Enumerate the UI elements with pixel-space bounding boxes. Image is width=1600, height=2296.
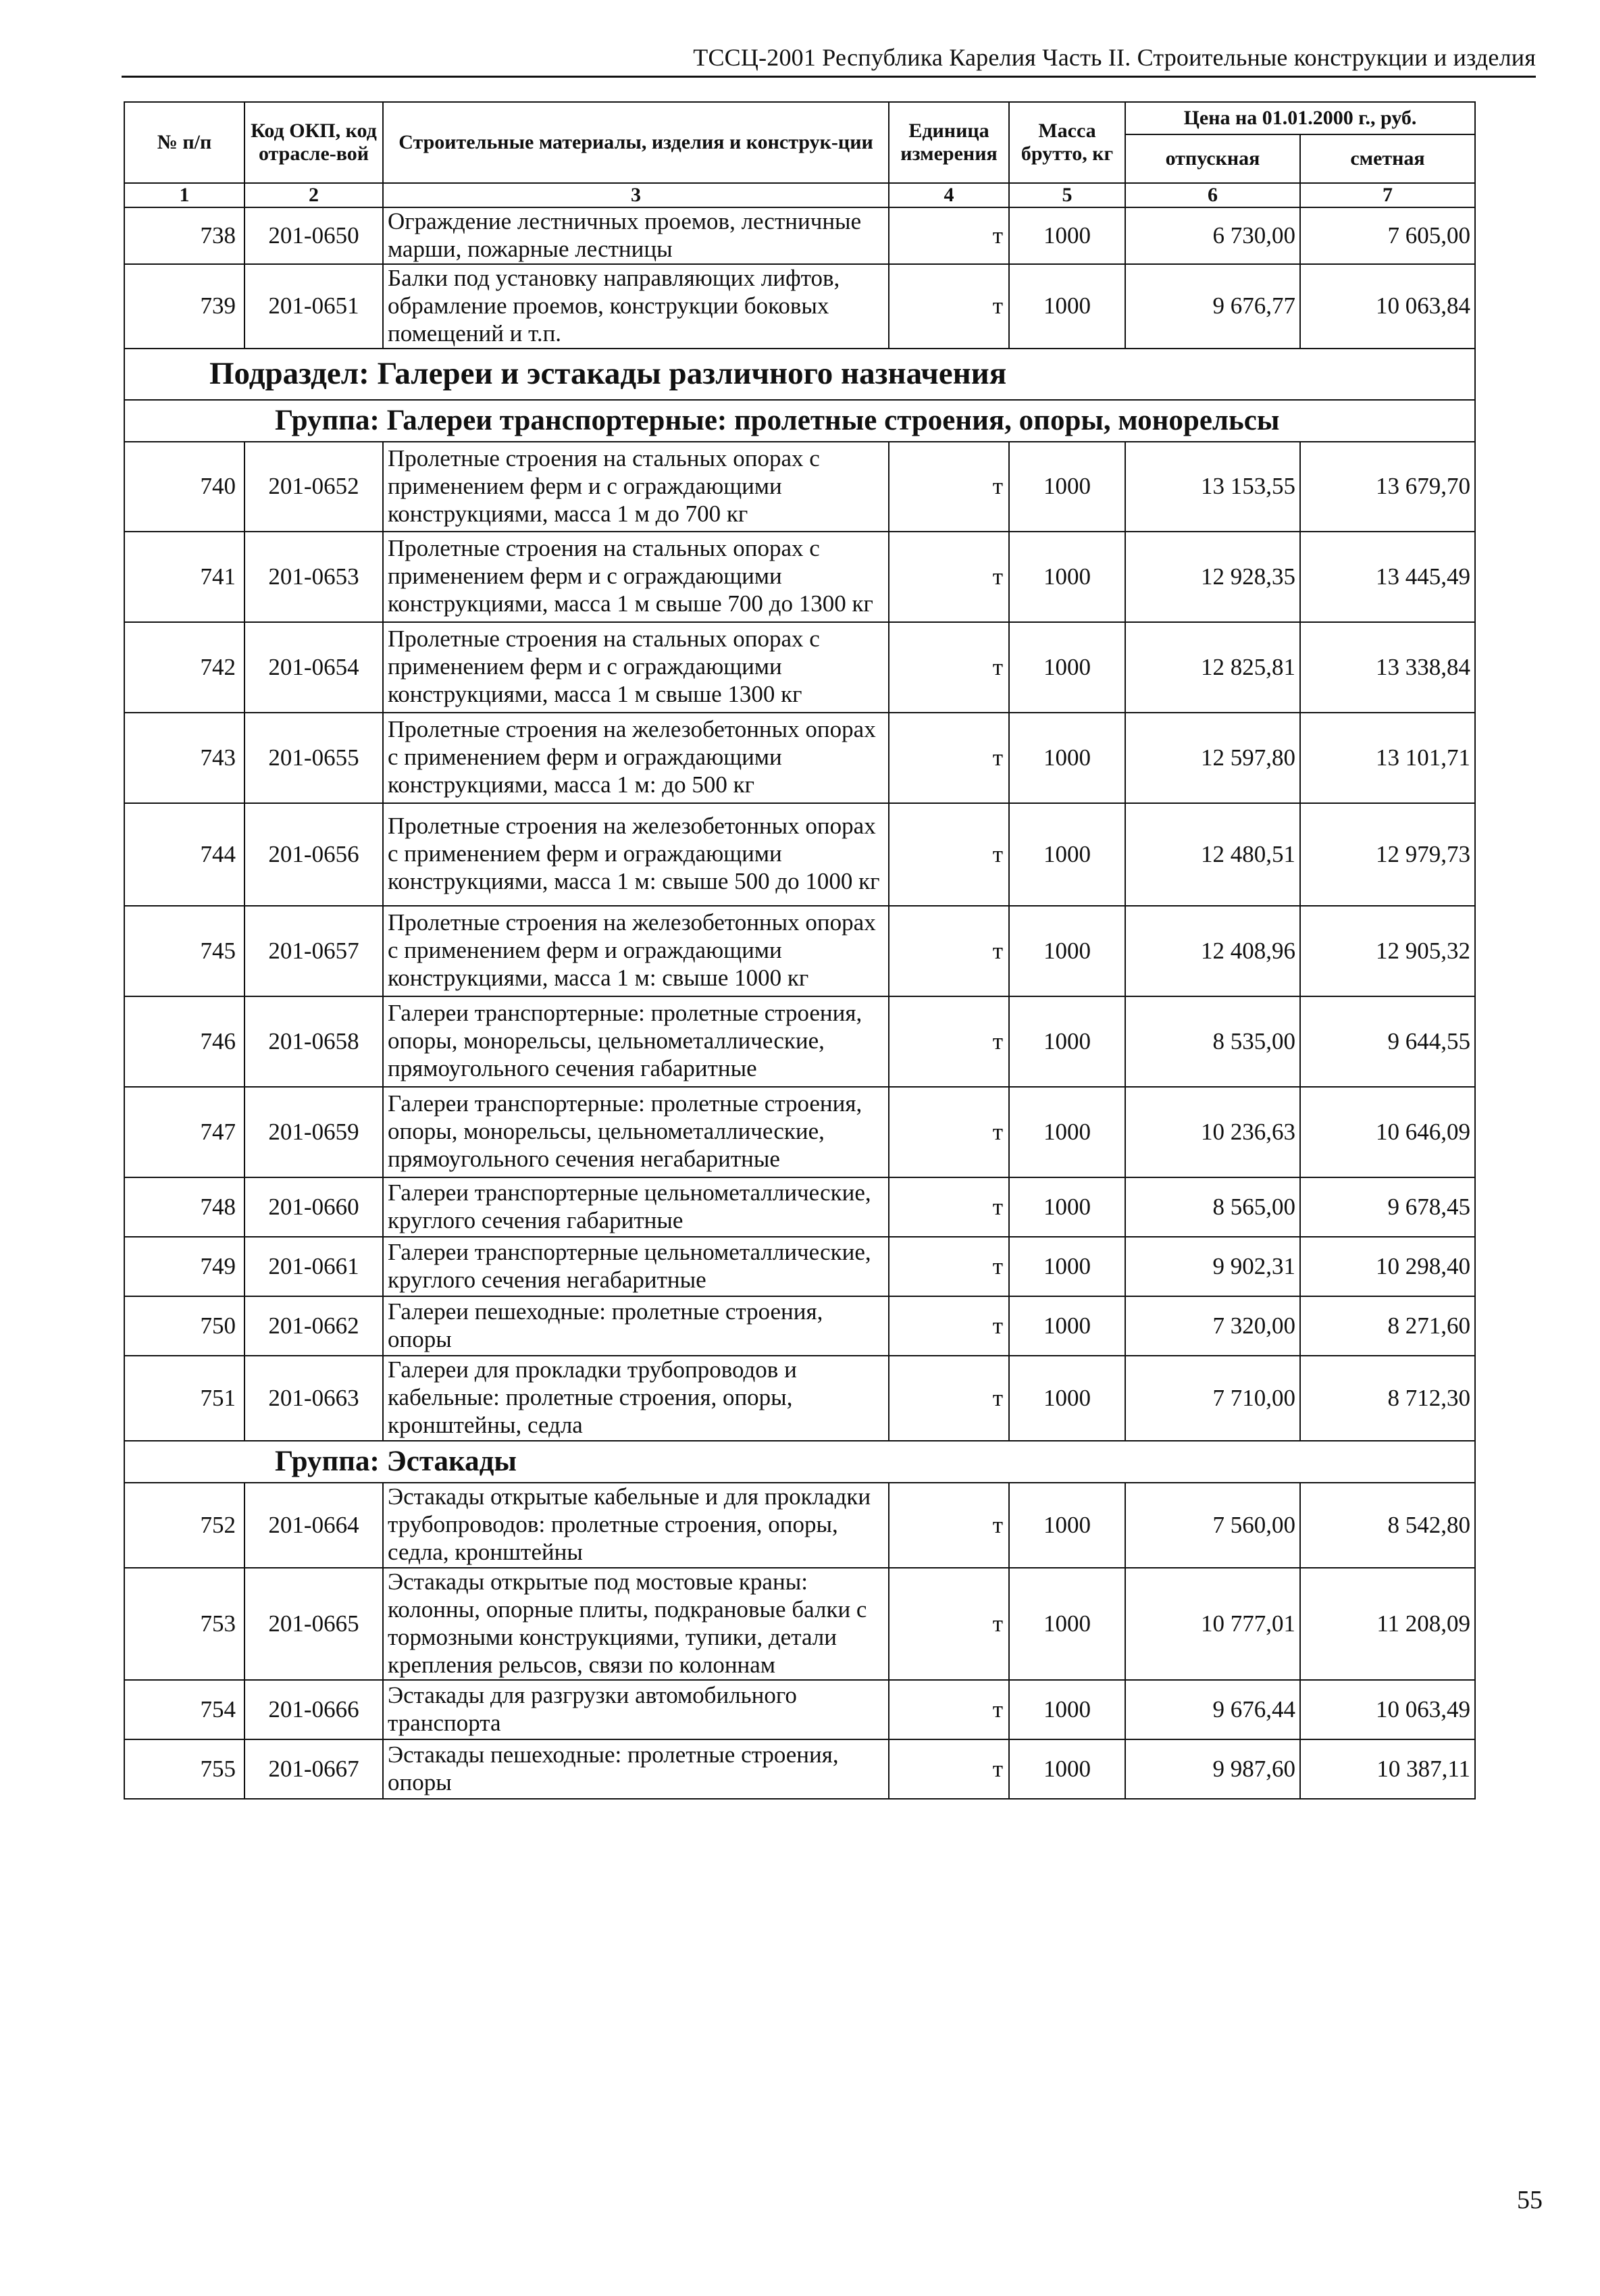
gross-mass: 1000 xyxy=(1009,1177,1125,1237)
table-row xyxy=(124,803,1475,906)
price-estimate: 11 208,09 xyxy=(1300,1568,1475,1680)
col-header-material: Строительные материалы, изделия и конструк-ции xyxy=(383,102,889,183)
table-row xyxy=(124,906,1475,996)
gross-mass: 1000 xyxy=(1009,996,1125,1087)
table-row xyxy=(124,1296,1475,1356)
price-release: 8 565,00 xyxy=(1125,1177,1300,1237)
table-row xyxy=(124,1237,1475,1296)
price-estimate: 13 445,49 xyxy=(1300,532,1475,622)
material-code: 201-0656 xyxy=(244,803,383,906)
price-release: 8 535,00 xyxy=(1125,996,1300,1087)
gross-mass: 1000 xyxy=(1009,906,1125,996)
row-number: 754 xyxy=(124,1680,244,1739)
price-release: 7 560,00 xyxy=(1125,1483,1300,1568)
row-number: 739 xyxy=(124,264,244,349)
unit-of-measure: т xyxy=(889,996,1009,1087)
material-code: 201-0660 xyxy=(244,1177,383,1237)
column-number: 3 xyxy=(383,183,889,207)
table-row xyxy=(124,713,1475,803)
row-number: 741 xyxy=(124,532,244,622)
price-release: 9 987,60 xyxy=(1125,1739,1300,1799)
material-code: 201-0666 xyxy=(244,1680,383,1739)
row-number: 746 xyxy=(124,996,244,1087)
unit-of-measure: т xyxy=(889,906,1009,996)
unit-of-measure: т xyxy=(889,1296,1009,1356)
material-code: 201-0652 xyxy=(244,442,383,532)
group2-block xyxy=(124,1441,1475,1483)
column-number: 1 xyxy=(124,183,244,207)
row-number: 743 xyxy=(124,713,244,803)
row-number: 744 xyxy=(124,803,244,906)
row-number: 752 xyxy=(124,1483,244,1568)
gross-mass: 1000 xyxy=(1009,1680,1125,1739)
price-release: 12 408,96 xyxy=(1125,906,1300,996)
price-estimate: 12 979,73 xyxy=(1300,803,1475,906)
material-code: 201-0661 xyxy=(244,1237,383,1296)
price-estimate: 10 063,49 xyxy=(1300,1680,1475,1739)
price-release: 7 320,00 xyxy=(1125,1296,1300,1356)
col-header-price-estimate: сметная xyxy=(1300,134,1475,183)
table-row xyxy=(124,1087,1475,1177)
material-code: 201-0663 xyxy=(244,1356,383,1441)
table-row xyxy=(124,442,1475,532)
gross-mass: 1000 xyxy=(1009,1296,1125,1356)
unit-of-measure: т xyxy=(889,622,1009,713)
gross-mass: 1000 xyxy=(1009,1237,1125,1296)
price-release: 12 928,35 xyxy=(1125,532,1300,622)
group-heading: Группа: Галереи транспортерные: пролетные строения, опоры, монорельсы xyxy=(124,400,1475,442)
price-release: 9 676,44 xyxy=(1125,1680,1300,1739)
material-description: Пролетные строения на железобетонных опорах с применением ферм и ограждающими конструкциями, масса 1 м: до 500 кг xyxy=(383,713,889,803)
gross-mass: 1000 xyxy=(1009,264,1125,349)
unit-of-measure: т xyxy=(889,1568,1009,1680)
gross-mass: 1000 xyxy=(1009,622,1125,713)
material-description: Балки под установку направляющих лифтов, обрамление проемов, конструкции боковых помещений и т.п. xyxy=(383,264,889,349)
column-number: 7 xyxy=(1300,183,1475,207)
row-number: 750 xyxy=(124,1296,244,1356)
price-release: 12 825,81 xyxy=(1125,622,1300,713)
unit-of-measure: т xyxy=(889,442,1009,532)
column-number-row xyxy=(124,183,1475,207)
material-description: Галереи транспортерные цельнометаллические, круглого сечения габаритные xyxy=(383,1177,889,1237)
table-row xyxy=(124,264,1475,349)
price-release: 9 902,31 xyxy=(1125,1237,1300,1296)
price-estimate: 9 678,45 xyxy=(1300,1177,1475,1237)
table-body-group2 xyxy=(124,1483,1475,1799)
gross-mass: 1000 xyxy=(1009,1087,1125,1177)
material-code: 201-0664 xyxy=(244,1483,383,1568)
table-body-group1 xyxy=(124,442,1475,1441)
col-header-price-group: Цена на 01.01.2000 г., руб. xyxy=(1125,102,1475,134)
table-row xyxy=(124,1568,1475,1680)
material-code: 201-0658 xyxy=(244,996,383,1087)
row-number: 755 xyxy=(124,1739,244,1799)
gross-mass: 1000 xyxy=(1009,803,1125,906)
price-estimate: 8 271,60 xyxy=(1300,1296,1475,1356)
material-description: Галереи для прокладки трубопроводов и кабельные: пролетные строения, опоры, кронштейны, седла xyxy=(383,1356,889,1441)
page-number: 55 xyxy=(1517,2186,1543,2214)
price-estimate: 10 646,09 xyxy=(1300,1087,1475,1177)
row-number: 748 xyxy=(124,1177,244,1237)
table-row xyxy=(124,207,1475,264)
table-header xyxy=(124,102,1475,207)
row-number: 751 xyxy=(124,1356,244,1441)
table-row xyxy=(124,1739,1475,1799)
unit-of-measure: т xyxy=(889,713,1009,803)
material-description: Пролетные строения на стальных опорах с применением ферм и с ограждающими конструкциями, масса 1 м свыше 1300 кг xyxy=(383,622,889,713)
material-description: Галереи пешеходные: пролетные строения, опоры xyxy=(383,1296,889,1356)
material-code: 201-0655 xyxy=(244,713,383,803)
row-number: 753 xyxy=(124,1568,244,1680)
material-description: Пролетные строения на стальных опорах с применением ферм и с ограждающими конструкциями, масса 1 м до 700 кг xyxy=(383,442,889,532)
price-release: 9 676,77 xyxy=(1125,264,1300,349)
price-table xyxy=(124,101,1476,1800)
price-release: 10 777,01 xyxy=(1125,1568,1300,1680)
gross-mass: 1000 xyxy=(1009,1356,1125,1441)
table-row xyxy=(124,1483,1475,1568)
price-release: 7 710,00 xyxy=(1125,1356,1300,1441)
material-code: 201-0650 xyxy=(244,207,383,264)
col-header-price-release: отпускная xyxy=(1125,134,1300,183)
unit-of-measure: т xyxy=(889,803,1009,906)
table-row xyxy=(124,622,1475,713)
price-release: 12 480,51 xyxy=(1125,803,1300,906)
price-release: 13 153,55 xyxy=(1125,442,1300,532)
table-row xyxy=(124,1356,1475,1441)
price-estimate: 13 679,70 xyxy=(1300,442,1475,532)
material-description: Эстакады для разгрузки автомобильного транспорта xyxy=(383,1680,889,1739)
material-description: Галереи транспортерные: пролетные строения, опоры, монорельсы, цельнометаллические, прямоугольного сечения негабаритные xyxy=(383,1087,889,1177)
unit-of-measure: т xyxy=(889,1237,1009,1296)
price-estimate: 8 542,80 xyxy=(1300,1483,1475,1568)
material-code: 201-0659 xyxy=(244,1087,383,1177)
material-description: Эстакады пешеходные: пролетные строения, опоры xyxy=(383,1739,889,1799)
unit-of-measure: т xyxy=(889,532,1009,622)
subsection-heading: Подраздел: Галереи и эстакады различного назначения xyxy=(124,349,1475,400)
gross-mass: 1000 xyxy=(1009,532,1125,622)
running-header: ТССЦ-2001 Республика Карелия Часть II. Строительные конструкции и изделия xyxy=(693,44,1536,71)
col-header-unit: Единица измерения xyxy=(889,102,1009,183)
col-header-mass: Масса брутто, кг xyxy=(1009,102,1125,183)
unit-of-measure: т xyxy=(889,264,1009,349)
material-code: 201-0653 xyxy=(244,532,383,622)
material-code: 201-0657 xyxy=(244,906,383,996)
material-code: 201-0665 xyxy=(244,1568,383,1680)
material-description: Галереи транспортерные: пролетные строения, опоры, монорельсы, цельнометаллические, прямоугольного сечения габаритные xyxy=(383,996,889,1087)
gross-mass: 1000 xyxy=(1009,1739,1125,1799)
material-description: Ограждение лестничных проемов, лестничные марши, пожарные лестницы xyxy=(383,207,889,264)
subsection-block xyxy=(124,349,1475,442)
gross-mass: 1000 xyxy=(1009,207,1125,264)
gross-mass: 1000 xyxy=(1009,713,1125,803)
table-row xyxy=(124,996,1475,1087)
column-number: 5 xyxy=(1009,183,1125,207)
table-row xyxy=(124,1177,1475,1237)
unit-of-measure: т xyxy=(889,1680,1009,1739)
price-estimate: 13 338,84 xyxy=(1300,622,1475,713)
gross-mass: 1000 xyxy=(1009,442,1125,532)
material-description: Пролетные строения на железобетонных опорах с применением ферм и ограждающими конструкциями, масса 1 м: свыше 500 до 1000 кг xyxy=(383,803,889,906)
price-estimate: 7 605,00 xyxy=(1300,207,1475,264)
price-estimate: 10 063,84 xyxy=(1300,264,1475,349)
col-header-code: Код ОКП, код отрасле-вой xyxy=(244,102,383,183)
column-number: 6 xyxy=(1125,183,1300,207)
price-estimate: 12 905,32 xyxy=(1300,906,1475,996)
column-number: 4 xyxy=(889,183,1009,207)
price-estimate: 13 101,71 xyxy=(1300,713,1475,803)
row-number: 749 xyxy=(124,1237,244,1296)
row-number: 740 xyxy=(124,442,244,532)
group-heading: Группа: Эстакады xyxy=(124,1441,1475,1483)
row-number: 738 xyxy=(124,207,244,264)
material-code: 201-0651 xyxy=(244,264,383,349)
gross-mass: 1000 xyxy=(1009,1568,1125,1680)
row-number: 742 xyxy=(124,622,244,713)
unit-of-measure: т xyxy=(889,1356,1009,1441)
material-description: Пролетные строения на железобетонных опорах с применением ферм и ограждающими конструкциями, масса 1 м: свыше 1000 кг xyxy=(383,906,889,996)
price-release: 12 597,80 xyxy=(1125,713,1300,803)
price-estimate: 10 298,40 xyxy=(1300,1237,1475,1296)
unit-of-measure: т xyxy=(889,1087,1009,1177)
table-row xyxy=(124,532,1475,622)
price-estimate: 8 712,30 xyxy=(1300,1356,1475,1441)
material-description: Эстакады открытые под мостовые краны: колонны, опорные плиты, подкрановые балки с тормозными конструкциями, тупики, детали крепления рельсов, связи по колоннам xyxy=(383,1568,889,1680)
col-header-num: № п/п xyxy=(124,102,244,183)
unit-of-measure: т xyxy=(889,1483,1009,1568)
material-description: Галереи транспортерные цельнометаллические, круглого сечения негабаритные xyxy=(383,1237,889,1296)
column-number: 2 xyxy=(244,183,383,207)
row-number: 747 xyxy=(124,1087,244,1177)
row-number: 745 xyxy=(124,906,244,996)
material-description: Эстакады открытые кабельные и для прокладки трубопроводов: пролетные строения, опоры, седла, кронштейны xyxy=(383,1483,889,1568)
price-release: 10 236,63 xyxy=(1125,1087,1300,1177)
price-release: 6 730,00 xyxy=(1125,207,1300,264)
material-code: 201-0654 xyxy=(244,622,383,713)
unit-of-measure: т xyxy=(889,1739,1009,1799)
table-body-top xyxy=(124,207,1475,349)
price-estimate: 10 387,11 xyxy=(1300,1739,1475,1799)
price-estimate: 9 644,55 xyxy=(1300,996,1475,1087)
table-row xyxy=(124,1680,1475,1739)
material-description: Пролетные строения на стальных опорах с применением ферм и с ограждающими конструкциями, масса 1 м свыше 700 до 1300 кг xyxy=(383,532,889,622)
material-code: 201-0667 xyxy=(244,1739,383,1799)
header-rule xyxy=(122,76,1536,78)
unit-of-measure: т xyxy=(889,1177,1009,1237)
gross-mass: 1000 xyxy=(1009,1483,1125,1568)
unit-of-measure: т xyxy=(889,207,1009,264)
material-code: 201-0662 xyxy=(244,1296,383,1356)
